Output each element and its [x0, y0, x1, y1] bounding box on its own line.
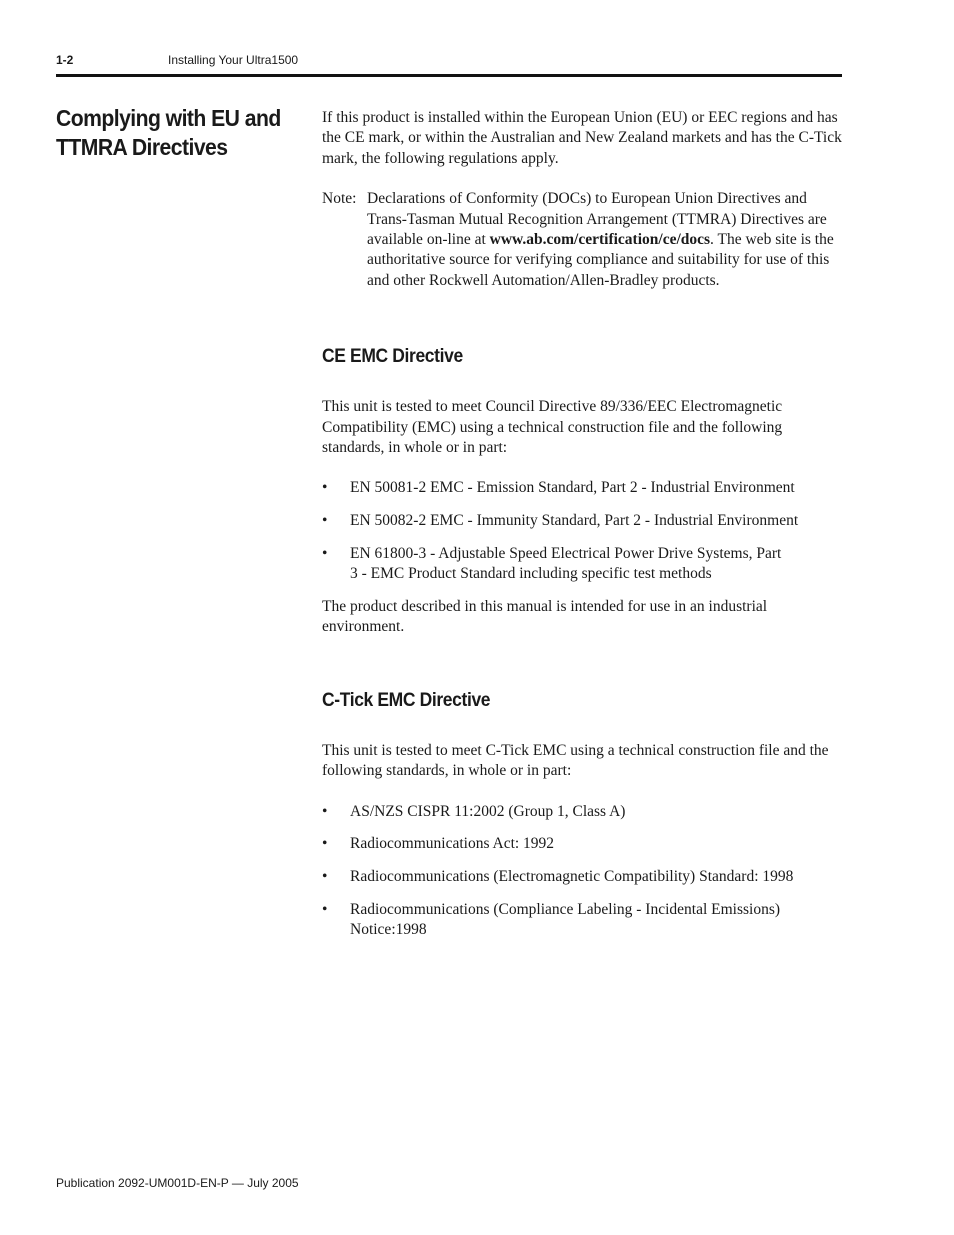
- page-number: 1-2: [56, 53, 74, 67]
- note-label: Note:: [322, 190, 357, 208]
- ce-emc-intro: This unit is tested to meet Council Directive 89/336/EEC Electromagnetic Compatibility (EMC) using a technical construction file and the following standards, in whole or in part:: [322, 398, 783, 457]
- page-header: [56, 53, 842, 75]
- ctick-emc-intro: This unit is tested to meet C-Tick EMC using a technical construction file and the following standards, in whole or in part:: [322, 741, 829, 780]
- ctick-emc-standards-list: [322, 802, 844, 941]
- ce-emc-closing: The product described in this manual is intended for use in an industrial environment.: [322, 597, 768, 636]
- list-item: • EN 50082-2 EMC - Immunity Standard, Part 2 - Industrial Environment: [322, 511, 844, 531]
- bullet-icon: •: [322, 900, 328, 918]
- docs-link[interactable]: www.ab.com/certification/ce/docs: [489, 231, 711, 249]
- main-content: [322, 108, 844, 953]
- list-item: • Radiocommunications (Compliance Labeling - Incidental Emissions) Notice:1998: [322, 900, 844, 941]
- page-footer: Publication 2092-UM001D-EN-P — July 2005: [56, 1176, 299, 1190]
- bullet-icon: •: [322, 479, 328, 497]
- note-body: [367, 189, 844, 291]
- note-block: [322, 189, 844, 291]
- list-item: • Radiocommunications (Electromagnetic Compatibility) Standard: 1998: [322, 867, 844, 887]
- running-title: Installing Your Ultra1500: [168, 53, 299, 67]
- bullet-icon: •: [322, 802, 328, 820]
- list-item: • EN 50081-2 EMC - Emission Standard, Part 2 - Industrial Environment: [322, 478, 844, 498]
- bullet-icon: •: [322, 512, 328, 530]
- ctick-emc-heading: C-Tick EMC Directive: [322, 689, 491, 711]
- note-text-before: Declarations of Conformity (DOCs) to European Union Directives and Trans-Tasman Mutual Recognition Arrangement (TTMRA) Directives are available on-line at: [367, 190, 827, 249]
- ce-emc-heading: CE EMC Directive: [322, 346, 463, 368]
- section-title: Complying with EU and TTMRA Directives: [56, 105, 281, 160]
- bullet-icon: •: [322, 835, 328, 853]
- list-item: • EN 61800-3 - Adjustable Speed Electrical Power Drive Systems, Part 3 - EMC Product Standard including specific test methods: [322, 544, 844, 585]
- header-rule: [56, 74, 842, 77]
- list-item: • AS/NZS CISPR 11:2002 (Group 1, Class A): [322, 802, 844, 822]
- intro-paragraph: If this product is installed within the European Union (EU) or EEC regions and has the CE mark, or within the Australian and New Zealand markets and has the C-Tick mark, the following regulations apply.: [322, 109, 842, 167]
- ce-emc-standards-list: [322, 478, 844, 584]
- list-item: • Radiocommunications Act: 1992: [322, 834, 844, 854]
- bullet-icon: •: [322, 544, 328, 562]
- bullet-icon: •: [322, 868, 328, 886]
- note-text-after: . The web site is the authoritative source for verifying compliance and suitability for use of this and other Rockwell Automation/Allen-Bradley products.: [367, 231, 834, 289]
